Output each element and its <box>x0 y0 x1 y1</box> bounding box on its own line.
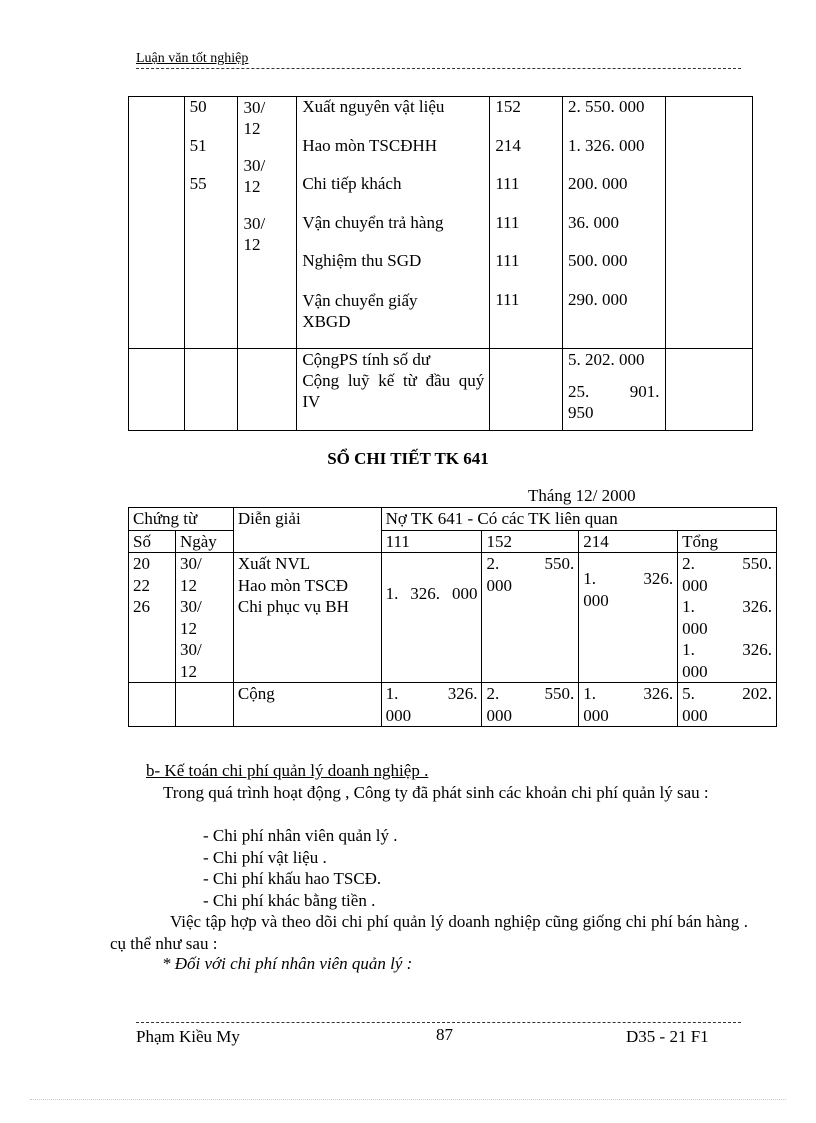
so-item: 22 <box>133 575 150 595</box>
value-tong: 2. 550. 000 <box>682 554 772 595</box>
so-item: 26 <box>133 597 150 616</box>
item-desc: Nghiệm thu SGD <box>302 251 422 271</box>
header-chungtu: Chứng từ <box>129 508 234 531</box>
item-desc: Chi tiếp khách <box>302 174 402 194</box>
value-152: 2. 550. 000 <box>486 554 575 595</box>
item-desc: Hao mòn TSCĐHH <box>302 135 438 155</box>
header-ngay: Ngày <box>175 530 233 553</box>
ngay-item: 30/ <box>179 554 202 573</box>
voucher-date: 30/ 12 <box>243 98 266 138</box>
header-rule <box>136 68 741 69</box>
ngay-item: 12 <box>179 618 197 638</box>
desc-item: Chi phục vụ BH <box>237 597 349 616</box>
header-111: 111 <box>381 530 482 553</box>
total-111 <box>381 683 482 727</box>
footer-code: D35 - 21 F1 <box>626 1027 709 1046</box>
total-value: 25. 901. 950 <box>568 382 660 422</box>
so-item: 20 <box>133 554 150 573</box>
total-label: Cộng <box>233 683 381 727</box>
amounts <box>563 97 666 349</box>
cell-empty <box>490 349 563 431</box>
header-no-tk: Nợ TK 641 - Có các TK liên quan <box>381 508 776 531</box>
desc-item: Xuất NVL <box>237 554 311 573</box>
item-amount: 1. 326. 000 <box>568 135 645 155</box>
col-152 <box>482 553 579 683</box>
ngay-item: 12 <box>179 575 197 595</box>
cell-empty <box>665 97 752 349</box>
item-desc: Vận chuyển trả hàng <box>302 212 444 232</box>
total-tong-value: 5. 202. 000 <box>682 684 772 725</box>
header-so: Số <box>129 530 176 553</box>
cell-empty <box>184 349 238 431</box>
item-amount: 36. 000 <box>568 212 620 232</box>
footer-rule <box>136 1022 741 1023</box>
total-label: Cộng luỹ kế từ đầu quý IV <box>302 371 485 411</box>
total-label: CộngPS tính số dư <box>302 350 431 369</box>
ngay-item: 30/ <box>179 640 202 659</box>
voucher-numbers <box>184 97 238 349</box>
section-b-bullets <box>203 825 398 911</box>
item-account: 111 <box>495 251 520 271</box>
value-214: 1. 326. 000 <box>583 569 674 610</box>
value-111: 1. 326. 000 <box>385 584 478 603</box>
total-tong <box>678 683 777 727</box>
item-amount: 290. 000 <box>568 289 628 309</box>
header-tong: Tổng <box>678 530 777 553</box>
voucher-no: 51 <box>189 135 207 155</box>
bullet-item: - Chi phí nhân viên quản lý . <box>203 826 398 845</box>
cell-empty <box>175 683 233 727</box>
ngay-item: 12 <box>179 661 197 681</box>
cell-empty <box>665 349 752 431</box>
item-amount: 2. 550. 000 <box>568 97 645 116</box>
bullet-item: - Chi phí khấu hao TSCĐ. <box>203 869 382 888</box>
desc-item: Hao mòn TSCĐ <box>237 575 349 595</box>
bullet-item: - Chi phí khác bằng tiền . <box>203 890 376 910</box>
voucher-no: 55 <box>189 174 207 194</box>
so-list <box>129 553 176 683</box>
page-number: 87 <box>436 1025 453 1044</box>
item-account: 214 <box>495 135 521 155</box>
item-account: 111 <box>495 212 520 232</box>
desc-list <box>233 553 381 683</box>
header-152: 152 <box>482 530 579 553</box>
month-label: Tháng 12/ 2000 <box>528 486 636 505</box>
section-b-para2: Việc tập hợp và theo dõi chi phí quản lý doanh nghiệp cũng giống chi phí bán hàng . cụ thể như sau : <box>110 912 748 953</box>
voucher-date: 30/ 12 <box>243 214 266 254</box>
value-tong: 1. 326. 000 <box>682 640 772 681</box>
col-214 <box>579 553 678 683</box>
cell-empty <box>238 349 297 431</box>
ngay-item: 30/ <box>179 597 202 616</box>
cell-empty <box>129 683 176 727</box>
item-desc: Xuất nguyên vật liệu <box>302 97 445 116</box>
section-b-heading: b- Kế toán chi phí quản lý doanh nghiệp . <box>146 761 429 780</box>
section-b-intro: Trong quá trình hoạt động , Công ty đã phát sinh các khoản chi phí quản lý sau : <box>163 783 709 802</box>
item-amount: 500. 000 <box>568 251 628 271</box>
total-152 <box>482 683 579 727</box>
total-214 <box>579 683 678 727</box>
voucher-date: 30/ 12 <box>243 156 266 196</box>
page-header: Luận văn tốt nghiệp <box>136 51 249 66</box>
bullet-item: - Chi phí vật liệu . <box>203 847 327 867</box>
descriptions <box>297 97 490 349</box>
accounts <box>490 97 563 349</box>
ledger-table <box>128 507 777 727</box>
col-111 <box>381 553 482 683</box>
footer-author: Phạm Kiều My <box>136 1027 240 1046</box>
header-diengiai: Diễn giải <box>233 508 381 553</box>
voucher-dates <box>238 97 297 349</box>
totals-values <box>563 349 666 431</box>
item-account: 152 <box>495 97 521 116</box>
section-title: SỔ CHI TIẾT TK 641 <box>327 449 489 468</box>
item-account: 111 <box>495 174 520 194</box>
item-account: 111 <box>495 289 520 309</box>
item-desc: Vận chuyển giấy XBGD <box>302 290 418 331</box>
item-amount: 200. 000 <box>568 174 628 194</box>
journal-table <box>128 96 753 431</box>
cell-empty <box>129 97 185 349</box>
value-tong: 1. 326. 000 <box>682 597 772 638</box>
page-bottom-rule <box>30 1099 786 1100</box>
cell-empty <box>129 349 185 431</box>
section-b-note: * Đối với chi phí nhân viên quản lý : <box>162 954 413 973</box>
header-214: 214 <box>579 530 678 553</box>
totals-labels <box>297 349 490 431</box>
total-214-value: 1. 326. 000 <box>583 684 674 725</box>
col-tong <box>678 553 777 683</box>
ngay-list <box>175 553 233 683</box>
total-value: 5. 202. 000 <box>568 350 645 369</box>
voucher-no: 50 <box>189 97 207 116</box>
total-111-value: 1. 326. 000 <box>385 684 478 725</box>
total-152-value: 2. 550. 000 <box>486 684 575 725</box>
